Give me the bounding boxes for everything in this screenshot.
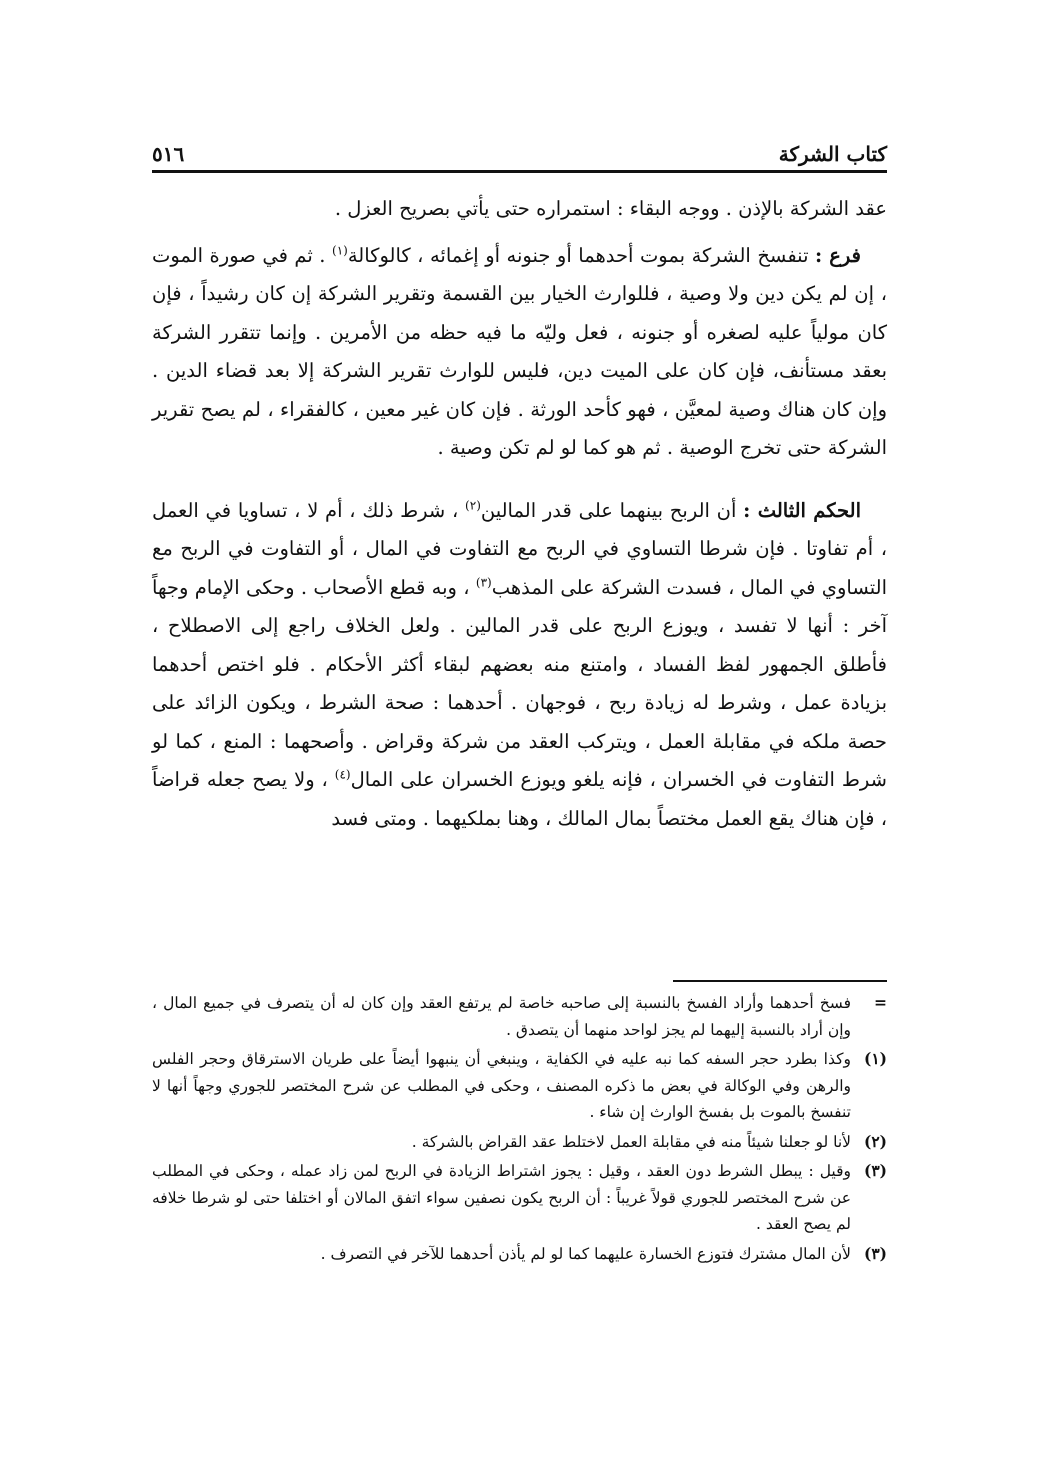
third-ruling-text-d: ، ولا يصح جعله قراضاً ، فإن هناك يقع العمل مختصاً بمال المالك ، وهنا بملكيهما . ومتى فسد — [152, 768, 887, 830]
header-rule — [152, 170, 887, 173]
footnotes — [152, 990, 887, 1267]
paragraph-far — [152, 237, 887, 468]
paragraph-far-text-b: . ثم في صورة الموت ، إن لم يكن دين ولا وصية ، فللوارث الخيار بين القسمة وتقرير الشركة إن كان رشيداً ، فإن كان مولياً عليه لصغره أو جنونه ، فعل وليّه ما فيه حظه من الأمرين . وإنما تتقرر الشركة بعقد مستأنف، فإن كان على الميت دين، فليس للوارث تقرير الشركة إلا بعد قضاء الدين . وإن كان هناك وصية لمعيَّن ، فهو كأحد الورثة . فإن كان غير معين ، كالفقراء ، لم يصح تقرير الشركة حتى تخرج الوصية . ثم هو كما لو لم تكن وصية . — [152, 243, 887, 459]
page-header — [152, 128, 887, 168]
third-ruling-text-b: ، شرط ذلك ، أم لا ، تساويا في العمل ، أم تفاوتا . فإن شرطا التساوي في الربح مع التفاوت في المال ، أو التفاوت في الربح مع التساوي في المال ، فسدت الشركة على المذهب — [152, 498, 888, 599]
main-text — [152, 190, 887, 838]
footnote-ref-4: (٤) — [334, 767, 351, 782]
page-number: ٥١٦ — [152, 142, 185, 166]
footnote-text: وكذا بطرد حجر السفه كما نبه عليه في الكفاية ، وينبغي أن ينبهوا أيضاً على طريان الاسترقاق وحجر الفلس والرهن وفي الوكالة في بعض ما ذكره المصنف ، وحكى في المطلب عن شرح المختصر للجوري وجهاً أنها لا تنفسخ بالموت بل بفسخ الوارث إن شاء . — [152, 1050, 851, 1121]
footnote-marker: (١) — [863, 1049, 887, 1068]
footnotes-rule — [673, 980, 887, 982]
third-ruling-text-a: أن الربح بينهما على قدر المالين — [480, 498, 744, 522]
footnote-text: وقيل : يبطل الشرط دون العقد ، وقيل : يجوز اشتراط الزيادة في الربح لمن زاد عمله ، وحكى في المطلب عن شرح المختصر للجوري قولاً غريباً : أن الربح يكون نصفين سواء اتفق المالان أو اختلفا حتى لو شرطا خلافه لم يصح العقد . — [152, 1162, 851, 1233]
footnote-ref-2: (٢) — [465, 498, 481, 512]
paragraph-far-lead: فرع : — [815, 243, 862, 267]
footnote-item — [152, 1129, 887, 1156]
footnote-ref-3: (٣) — [475, 575, 492, 589]
footnote-item — [152, 1158, 887, 1238]
footnote-text: لأن المال مشترك فتوزع الخسارة عليهما كما لو لم يأذن أحدهما للآخر في التصرف . — [320, 1244, 851, 1263]
running-title: كتاب الشركة — [778, 142, 887, 166]
footnote-marker: (٢) — [863, 1131, 887, 1151]
footnote-item — [152, 1241, 887, 1268]
footnote-marker: (٣) — [863, 1161, 887, 1180]
footnote-item — [152, 990, 887, 1043]
third-ruling-lead: الحكم الثالث : — [743, 498, 862, 522]
footnote-ref-1: (١) — [332, 243, 348, 257]
footnote-text: لأنا لو جعلنا شيئاً منه في مقابلة العمل لاختلط عقد القراض بالشركة . — [411, 1132, 851, 1151]
third-ruling-text-c: ، وبه قطع الأصحاب . وحكى الإمام وجهاً آخر : أنها لا تفسد ، ويوزع الربح على قدر المالين . ولعل الخلاف راجع إلى الاصطلاح ، فأطلق الجمهور لفظ الفساد ، وامتنع منه بعضهم لبقاء أكثر الأحكام . فلو اختص أحدهما بزيادة عمل ، وشرط له زيادة ربح ، فوجهان . أحدهما : صحة الشرط ، ويكون الزائد على حصة ملكه في مقابلة العمل ، ويتركب العقد من شركة وقراض . وأصحهما : المنع ، كما لو شرط التفاوت في الخسران ، فإنه يلغو ويوزع الخسران على المال — [152, 575, 887, 791]
paragraph-continuation: عقد الشركة بالإذن . ووجه البقاء : استمراره حتى يأتي بصريح العزل . — [334, 197, 887, 220]
footnote-marker: = — [874, 993, 887, 1012]
footnote-marker: (٣) — [863, 1243, 887, 1263]
footnote-item — [152, 1046, 887, 1126]
paragraph-far-text-a: تنفسخ الشركة بموت أحدهما أو جنونه أو إغمائه ، كالوكالة — [347, 243, 815, 267]
footnote-text: فسخ أحدهما وأراد الفسخ بالنسبة إلى صاحبه خاصة لم يرتفع العقد وإن كان له أن يتصرف في جميع المال ، وإن أراد بالنسبة إليهما لم يجز لواحد منهما أن يتصدق . — [152, 994, 851, 1039]
paragraph-third-ruling — [152, 492, 887, 839]
